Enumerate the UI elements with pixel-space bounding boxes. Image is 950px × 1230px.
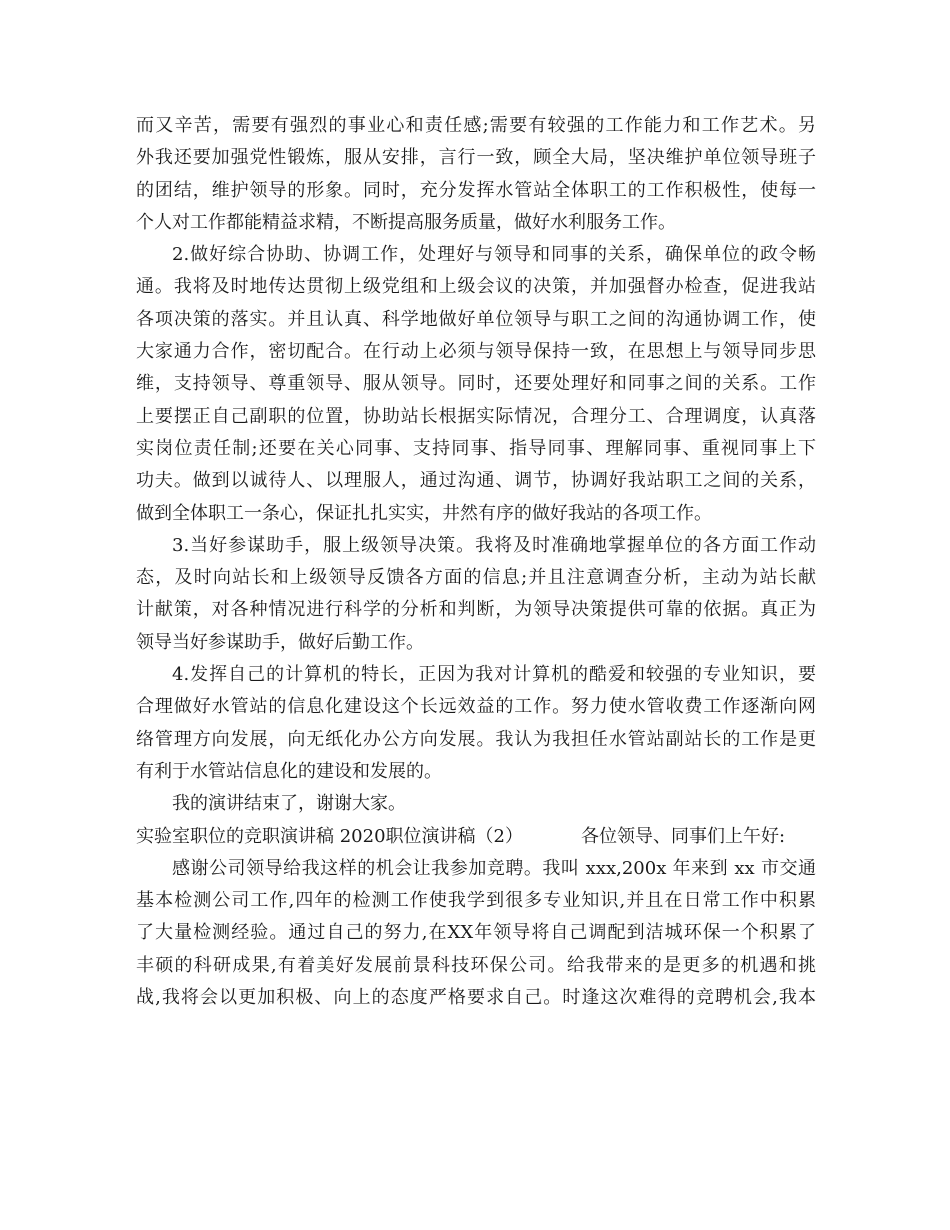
section-greeting: 各位领导、同事们上午好: [580,825,786,847]
text-line: 2.做好综合协助、协调工作，处理好与领导和同事的关系，确保单位的政令畅 [172,244,816,266]
text-line: 上要摆正自己副职的位置，协助站长根据实际情况，合理分工、合理调度，认真落 [136,405,816,427]
text-line: 战,我将会以更加积极、向上的态度严格要求自己。时逢这次难得的竞聘机会,我本 [136,987,816,1009]
text-line: 计献策，对各种情况进行科学的分析和判断，为领导决策提供可靠的依据。真正为 [136,599,816,621]
text-line: 合理做好水管站的信息化建设这个长远效益的工作。努力使水管收费工作逐渐向网 [136,696,816,718]
speech-part-two [136,853,816,1014]
text-line: 实岗位责任制;还要在关心同事、支持同事、指导同事、理解同事、重视同事上下 [136,437,816,459]
text-line: 领导当好参谋助手，做好后勤工作。 [136,631,424,653]
text-line: 通。我将及时地传达贯彻上级党组和上级会议的决策，并加强督办检查，促进我站 [136,276,816,298]
text-line: 各项决策的落实。并且认真、科学地做好单位领导与职工之间的沟通协调工作，使 [136,308,816,330]
text-line: 功夫。做到以诚待人、以理服人，通过沟通、调节，协调好我站职工之间的关系， [136,470,816,492]
text-line: 而又辛苦，需要有强烈的事业心和责任感;需要有较强的工作能力和工作艺术。另 [136,115,816,136]
text-line: 外我还要加强党性锻炼，服从安排，言行一致，顾全大局，坚决维护单位领导班子 [136,147,816,169]
text-line: 大家通力合作，密切配合。在行动上必须与领导保持一致，在思想上与领导同步思 [136,341,816,363]
text-line: 络管理方向发展，向无纸化办公方向发展。我认为我担任水管站副站长的工作是更 [136,728,816,750]
text-line: 个人对工作都能精益求精，不断提高服务质量，做好水利服务工作。 [136,211,676,233]
text-line: 维，支持领导、尊重领导、服从领导。同时，还要处理好和同事之间的关系。工作 [136,373,816,395]
text-line: 有利于水管站信息化的建设和发展的。 [136,760,442,782]
text-line: 丰硕的科研成果,有着美好发展前景科技环保公司。给我带来的是更多的机遇和挑 [136,954,816,976]
document-body [136,110,816,1014]
section-heading-line [136,821,816,853]
text-line: 4.发挥自己的计算机的特长，正因为我对计算机的酷爱和较强的专业知识，要 [172,664,816,686]
text-line: 我的演讲结束了，谢谢大家。 [172,793,406,815]
text-line: 了大量检测经验。通过自己的努力,在XX年领导将自己调配到洁城环保一个积累了 [136,922,816,944]
speech-part-one [136,110,816,821]
text-line: 做到全体职工一条心，保证扎扎实实，井然有序的做好我站的各项工作。 [136,502,712,524]
text-line: 感谢公司领导给我这样的机会让我参加竞聘。我叫 xxx,200x 年来到 xx 市交通 [172,857,816,879]
text-line: 基本检测公司工作,四年的检测工作使我学到很多专业知识,并且在日常工作中积累 [136,890,816,912]
text-line: 3.当好参谋助手，服上级领导决策。我将及时准确地掌握单位的各方面工作动 [172,534,816,556]
text-line: 态，及时向站长和上级领导反馈各方面的信息;并且注意调查分析，主动为站长献 [136,567,816,589]
text-line: 的团结，维护领导的形象。同时，充分发挥水管站全体职工的工作积极性，使每一 [136,179,816,201]
section-title: 实验室职位的竞职演讲稿 2020职位演讲稿（2） [136,825,523,847]
